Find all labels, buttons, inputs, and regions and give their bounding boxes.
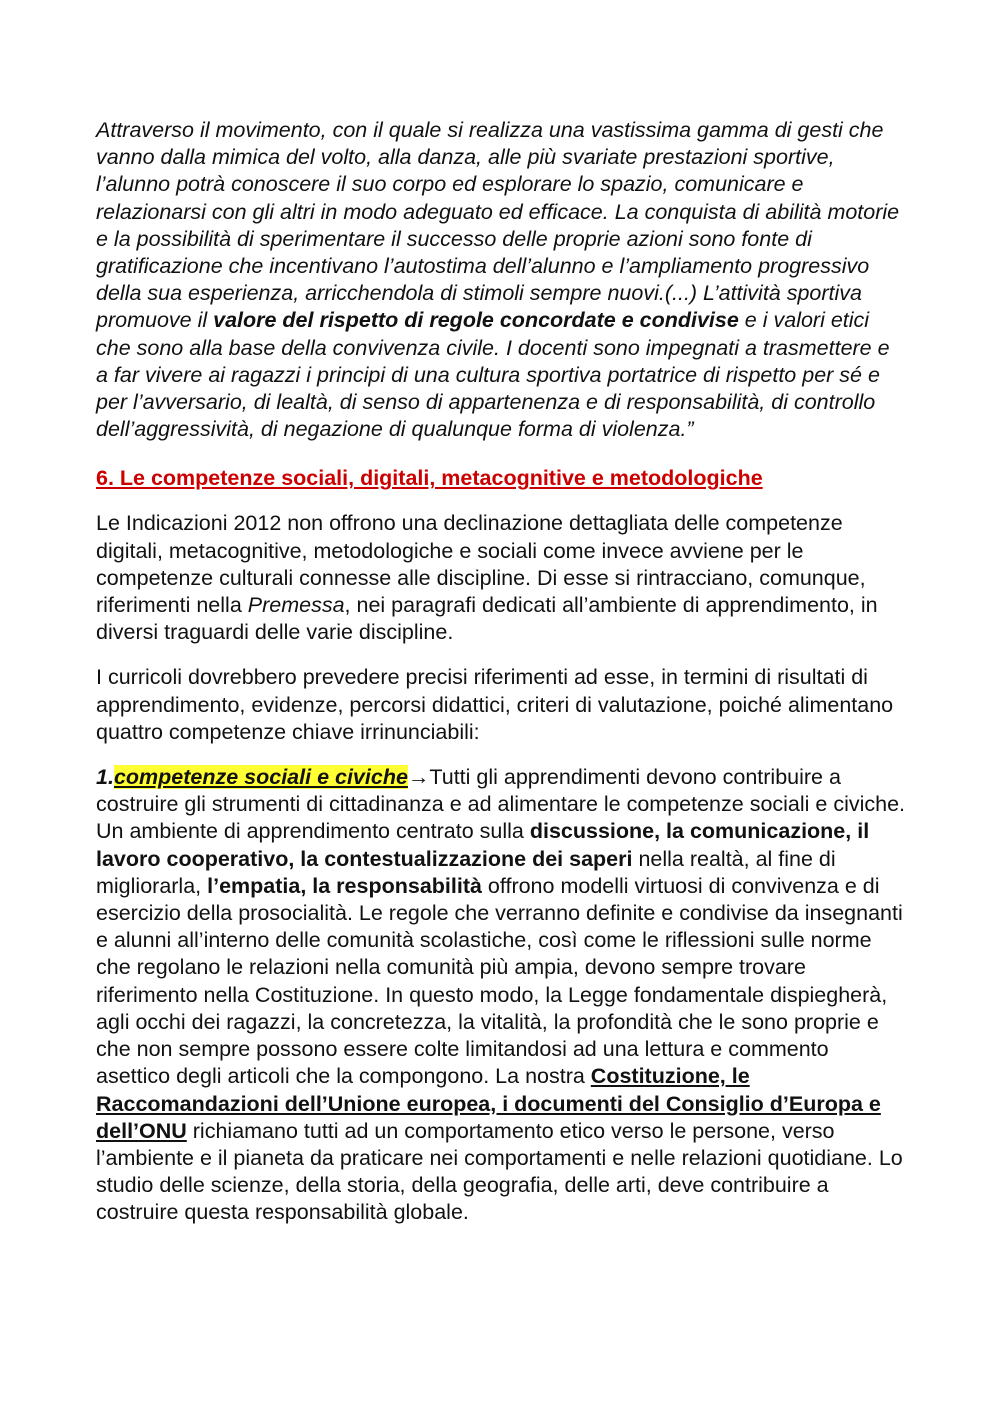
item-text-3: offrono modelli virtuosi di convivenza e di esercizio della prosocialità. Le regole che verranno definite e condivise da insegnanti e alunni all’interno delle comunità scolastiche, così come le riflessioni sulle norme che regolano le relazioni nella comunità più ampia, devono sempre trovare riferimento nella Costituzione. In questo modo, la Legge fondamentale dispiegherà, agli occhi dei ragazzi, la concretezza, la vitalità, la profondità che le sono proprie e che non sempre possono essere colte limitandosi ad una lettura e commento asettico degli articoli che la compongono. La nostra [96, 873, 903, 1089]
item-text-2: nella realtà, al fine di migliorarla, [96, 846, 836, 898]
document-page [96, 117, 906, 1227]
premessa-italic: Premessa [247, 593, 345, 618]
item-bold-underlined: Costituzione, le Raccomandazioni dell’Unione europea, i documenti del Consiglio d’Europa e dell’ONU [96, 1064, 881, 1143]
arrow-right-icon: → [407, 765, 430, 790]
paragraph-indicazioni-text-1: Le Indicazioni 2012 non offrono una declinazione dettagliata delle competenze digitali, metacognitive, metodologiche e sociali come invece avviene per le competenze culturali connesse alle discipline. Di esse si rintracciano, comunque, riferimenti nella [96, 511, 866, 618]
item-bold-1: discussione, la comunicazione, il lavoro cooperativo, la contestualizzazione dei saperi [96, 819, 870, 871]
section-heading: 6. Le competenze sociali, digitali, metacognitive e metodologiche [96, 466, 763, 491]
paragraph-indicazioni [96, 510, 906, 646]
quote-text-2: e i valori etici che sono alla base della convivenza civile. I docenti sono impegnati a trasmettere e a far vivere ai ragazzi i principi di una cultura sportiva portatrice di rispetto per sé e per l’avversario, di lealtà, di senso di appartenenza e di responsabilità, di controllo dell’aggressività, di negazione di qualunque forma di violenza.” [96, 308, 890, 442]
item-highlighted-title: competenze sociali e civiche [113, 765, 408, 790]
quote-bold-text: valore del rispetto di regole concordate e condivise [213, 308, 739, 333]
item-number: 1. [96, 765, 114, 790]
paragraph-curricoli: I curricoli dovrebbero prevedere precisi riferimenti ad esse, in termini di risultati di apprendimento, evidenze, percorsi didattici, criteri di valutazione, poiché alimentano quattro competenze chiave irrinunciabili: [96, 665, 894, 744]
item-competenze-sociali [96, 764, 906, 1226]
item-bold-2: l’empatia, la responsabilità [207, 873, 482, 898]
item-text-4: richiamano tutti ad un comportamento etico verso le persone, verso l’ambiente e il pianeta da praticare nei comportamenti e nelle relazioni quotidiane. Lo studio delle scienze, della storia, della geografia, delle arti, deve contribuire a costruire questa responsabilità globale. [96, 1118, 903, 1225]
quote-paragraph [96, 117, 906, 443]
quote-text-1: Attraverso il movimento, con il quale si realizza una vastissima gamma di gesti che vanno dalla mimica del volto, alla danza, alle più svariate prestazioni sportive, l’alunno potrà conoscere il suo corpo ed esplorare lo spazio, comunicare e relazionarsi con gli altri in modo adeguato ed efficace. La conquista di abilità motorie e la possibilità di sperimentare il successo delle proprie azioni sono fonte di gratificazione che incentivano l’autostima dell’alunno e l’ampliamento progressivo della sua esperienza, arricchendola di stimoli sempre nuovi.(...) L’attività sportiva promuove il [96, 118, 900, 333]
paragraph-indicazioni-text-2: , nei paragrafi dedicati all’ambiente di apprendimento, in diversi traguardi delle varie discipline. [96, 593, 878, 645]
item-text-1: Tutti gli apprendimenti devono contribuire a costruire gli strumenti di cittadinanza e ad alimentare le competenze sociali e civiche. Un ambiente di apprendimento centrato sulla [96, 765, 906, 844]
